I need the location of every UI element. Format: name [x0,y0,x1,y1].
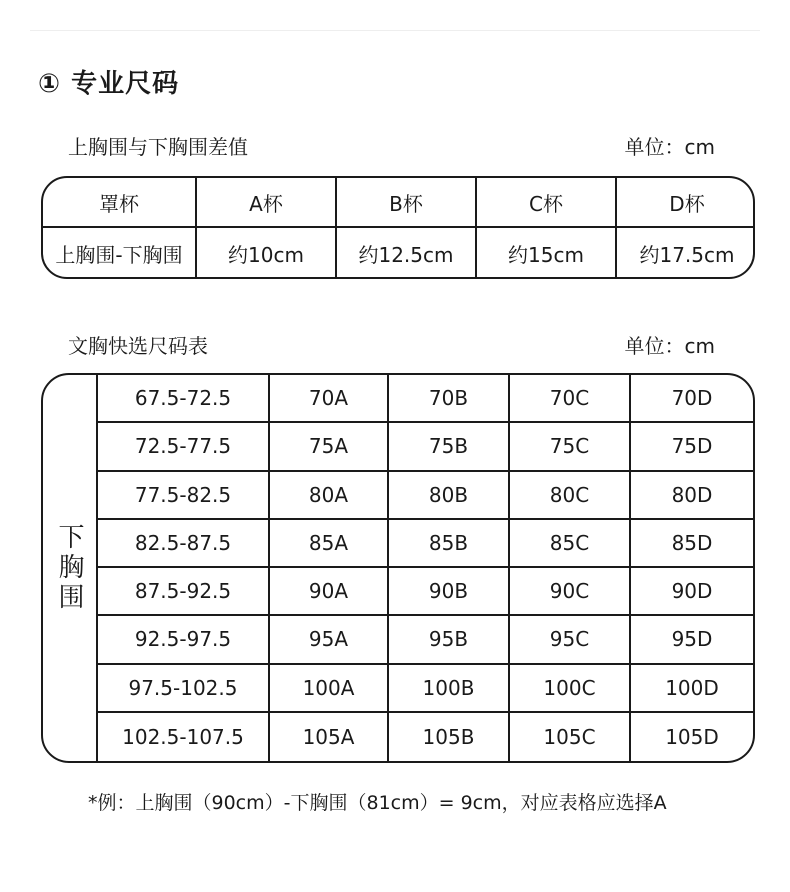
size-cell: 75A [270,423,389,471]
cup-header-cell: C杯 [477,178,617,228]
size-cell: 105B [389,713,510,761]
size-cell: 95B [389,616,510,664]
example-footnote: *例：上胸围（90cm）-下胸围（81cm）= 9cm，对应表格应选择A [88,792,667,814]
size-cell: 75D [631,423,753,471]
cup-header-cell: D杯 [617,178,755,228]
size-cell: 80A [270,472,389,520]
size-cell: 70A [270,375,389,423]
underbust-range-cell: 72.5-77.5 [98,423,270,471]
size-cell: 70B [389,375,510,423]
size-cell: 90A [270,568,389,616]
size-cell: 75C [510,423,631,471]
size-cell: 75B [389,423,510,471]
cup-diff-cell: 约12.5cm [337,228,477,279]
size-cell: 85C [510,520,631,568]
underbust-range-cell: 77.5-82.5 [98,472,270,520]
cup-diff-cell: 约17.5cm [639,243,735,267]
cup-header-cell: B杯 [337,178,477,228]
size-cell: 85D [631,520,753,568]
underbust-range-cell: 87.5-92.5 [98,568,270,616]
cup-diff-cell: 上胸围-下胸围 [43,228,197,279]
size-cell: 80C [510,472,631,520]
size-cell: 105C [510,713,631,761]
size-cell: 90B [389,568,510,616]
size-table-unit: 单位：cm [624,334,715,358]
cup-header-cell: 罩杯 [43,178,197,228]
underbust-label-text: 下胸围 [54,523,84,613]
size-cell: 85A [270,520,389,568]
size-cell: 70C [510,375,631,423]
size-cell: 80D [631,472,753,520]
underbust-side-label [43,375,98,761]
cup-diff-title: 上胸围与下胸围差值 [68,135,248,159]
size-cell: 105A [270,713,389,761]
size-cell: 100A [270,665,389,713]
top-divider [30,30,760,31]
size-cell: 100C [510,665,631,713]
cup-diff-cell: 约15cm [477,228,617,279]
size-table-title: 文胸快选尺码表 [68,334,208,358]
size-cell: 90D [631,568,753,616]
size-cell: 105D [665,724,719,749]
underbust-range-cell: 97.5-102.5 [98,665,270,713]
size-cell: 70D [631,375,753,423]
section-title: ① 专业尺码 [38,69,180,99]
size-cell: 90C [510,568,631,616]
size-cell: 95D [631,616,753,664]
size-cell: 85B [389,520,510,568]
cup-diff-cell: 约10cm [197,228,337,279]
size-cell: 100B [389,665,510,713]
bra-size-table [41,373,755,763]
cup-difference-table [41,176,755,279]
size-cell: 95A [270,616,389,664]
underbust-range-cell: 102.5-107.5 [98,713,270,761]
cup-header-cell: A杯 [197,178,337,228]
size-cell: 80B [389,472,510,520]
underbust-range-cell: 92.5-97.5 [98,616,270,664]
underbust-range-cell: 82.5-87.5 [98,520,270,568]
size-cell: 95C [510,616,631,664]
size-cell: 100D [631,665,753,713]
underbust-range-cell: 67.5-72.5 [98,375,270,423]
cup-diff-unit: 单位：cm [624,135,715,159]
